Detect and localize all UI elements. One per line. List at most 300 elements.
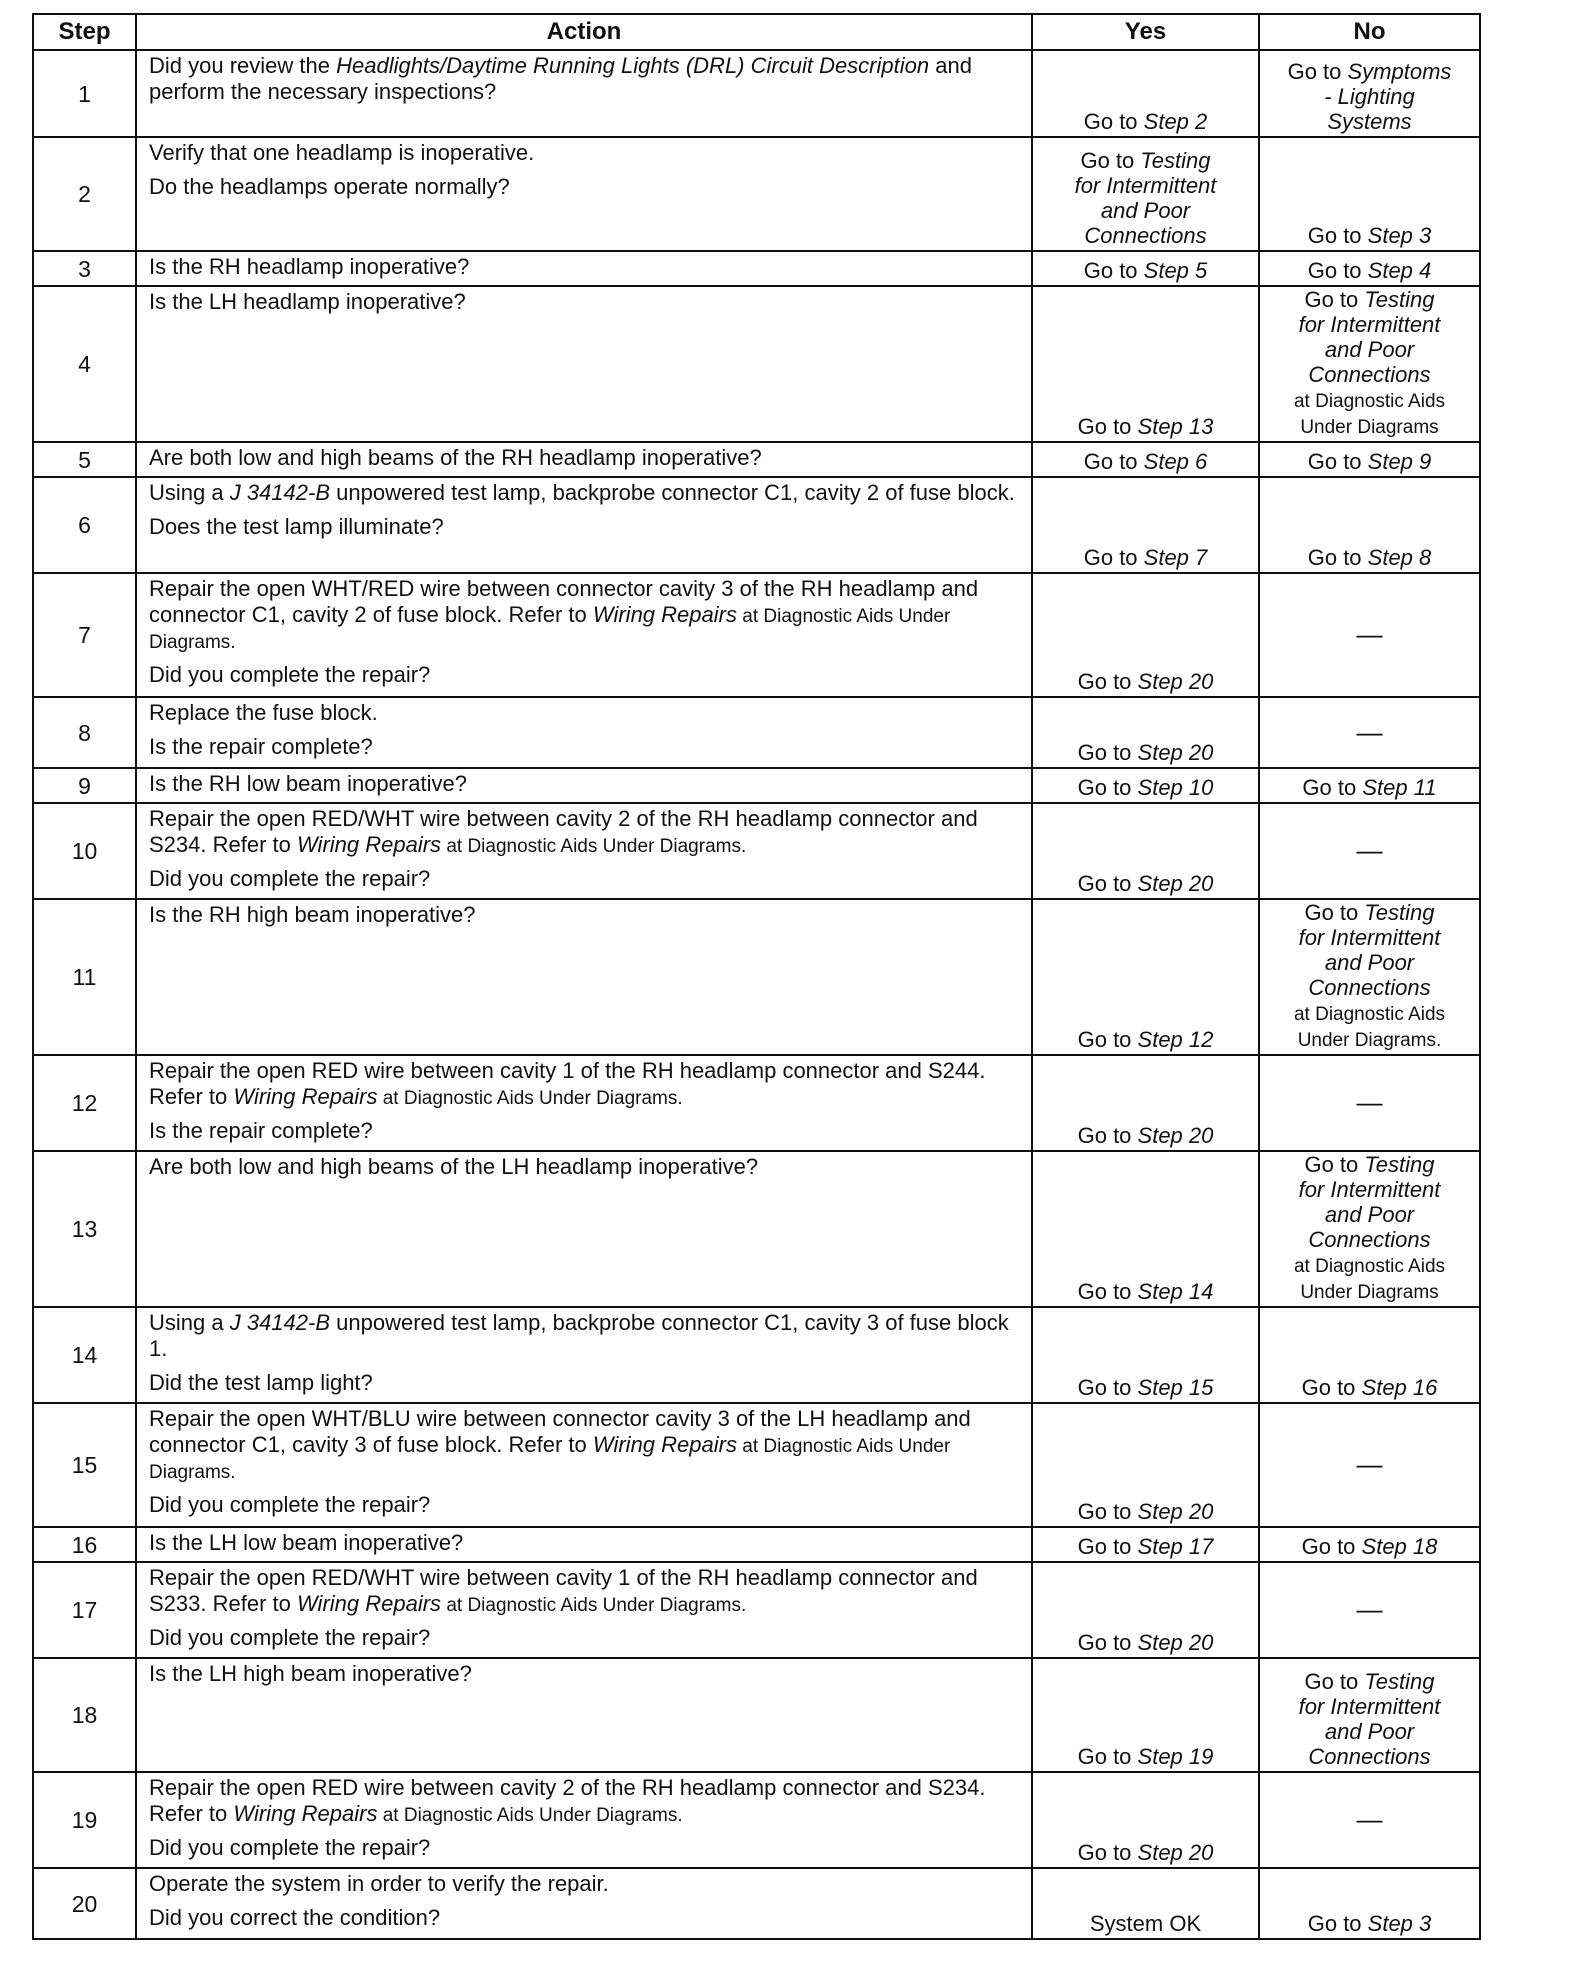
text-segment: Go to: [1307, 223, 1368, 248]
action-paragraph: [149, 1310, 1021, 1362]
yes-line: [1037, 1911, 1254, 1936]
text-segment: Repair the open RED/WHT wire between cavity 2 of the RH headlamp connector and S234. Refer to: [149, 806, 978, 857]
text-segment: Go to: [1301, 1375, 1362, 1400]
step-number: 16: [33, 1527, 136, 1562]
yes-cell: [1032, 899, 1259, 1055]
yes-line: [1037, 1630, 1254, 1655]
yes-cell: [1032, 1527, 1259, 1562]
reference-text: Step 20: [1137, 871, 1214, 896]
text-segment: Did you complete the repair?: [149, 1835, 431, 1860]
reference-text: Connections: [1084, 223, 1207, 248]
action-cell: [136, 1868, 1032, 1939]
text-segment: Did you correct the condition?: [149, 1905, 441, 1930]
no-cell: —: [1259, 1055, 1480, 1151]
text-segment: Is the RH headlamp inoperative?: [149, 254, 470, 279]
no-line: [1264, 900, 1475, 925]
action-paragraph: [149, 53, 1021, 105]
text-segment: unpowered test lamp, backprobe connector C1, cavity 3 of fuse block 1.: [149, 1310, 1009, 1361]
action-paragraph: [149, 1154, 1021, 1180]
reference-text: Step 19: [1137, 1744, 1214, 1769]
no-line: [1264, 1252, 1475, 1278]
action-cell: [136, 286, 1032, 442]
reference-text: Testing: [1364, 287, 1435, 312]
yes-cell: [1032, 1562, 1259, 1658]
no-line: [1264, 1694, 1475, 1719]
step-number: 19: [33, 1772, 136, 1868]
no-cell: [1259, 1658, 1480, 1772]
action-cell: [136, 1562, 1032, 1658]
step-row: [33, 697, 1480, 768]
action-cell: [136, 899, 1032, 1055]
no-cell: —: [1259, 1562, 1480, 1658]
text-segment: at Diagnostic Aids Under Diagrams.: [441, 1595, 747, 1616]
no-cell: [1259, 1307, 1480, 1403]
text-segment: Does the test lamp illuminate?: [149, 514, 444, 539]
yes-line: [1037, 1375, 1254, 1400]
reference-text: Connections: [1308, 975, 1431, 1000]
reference-text: Wiring Repairs: [233, 1084, 378, 1109]
reference-text: J 34142-B: [229, 480, 331, 505]
yes-line: [1037, 775, 1254, 800]
yes-cell: [1032, 803, 1259, 899]
text-segment: at Diagnostic Aids Under Diagrams.: [377, 1088, 683, 1109]
text-segment: at Diagnostic Aids: [1293, 1004, 1446, 1025]
text-segment: Go to: [1077, 669, 1138, 694]
action-cell: [136, 1658, 1032, 1772]
text-segment: Using a: [149, 1310, 230, 1335]
no-line: [1264, 1719, 1475, 1744]
yes-line: [1037, 449, 1254, 474]
text-segment: Are both low and high beams of the LH headlamp inoperative?: [149, 1154, 759, 1179]
reference-text: Testing: [1364, 1152, 1435, 1177]
reference-text: Wiring Repairs: [592, 602, 737, 627]
reference-text: Testing: [1364, 1669, 1435, 1694]
reference-text: Testing: [1364, 900, 1435, 925]
step-number: 20: [33, 1868, 136, 1939]
reference-text: Step 13: [1137, 414, 1214, 439]
step-row: [33, 50, 1480, 137]
action-paragraph: [149, 1565, 1021, 1617]
text-segment: Did the test lamp light?: [149, 1370, 373, 1395]
yes-line: [1037, 414, 1254, 439]
reference-text: Step 16: [1361, 1375, 1438, 1400]
yes-cell: [1032, 50, 1259, 137]
no-cell: [1259, 286, 1480, 442]
action-cell: [136, 1151, 1032, 1307]
no-line: [1264, 1177, 1475, 1202]
header-action: Action: [136, 14, 1032, 50]
no-cell: [1259, 442, 1480, 477]
text-segment: Are both low and high beams of the RH headlamp inoperative?: [149, 445, 762, 470]
text-segment: Go to: [1083, 449, 1144, 474]
yes-cell: [1032, 442, 1259, 477]
text-segment: Go to: [1307, 258, 1368, 283]
no-line: [1264, 258, 1475, 283]
no-line: [1264, 1911, 1475, 1936]
step-number: 13: [33, 1151, 136, 1307]
step-number: 2: [33, 137, 136, 251]
step-number: 18: [33, 1658, 136, 1772]
text-segment: Go to: [1077, 1279, 1138, 1304]
action-cell: [136, 803, 1032, 899]
reference-text: - Lighting: [1324, 84, 1415, 109]
reference-text: Step 20: [1137, 1499, 1214, 1524]
step-row: [33, 137, 1480, 251]
yes-line: [1037, 1027, 1254, 1052]
action-paragraph: [149, 866, 1021, 892]
yes-line: [1037, 223, 1254, 248]
text-segment: Did you complete the repair?: [149, 1492, 431, 1517]
text-segment: Using a: [149, 480, 230, 505]
step-row: [33, 1772, 1480, 1868]
reference-text: for Intermittent: [1074, 173, 1217, 198]
no-cell: [1259, 137, 1480, 251]
step-number: 15: [33, 1403, 136, 1527]
action-paragraph: [149, 806, 1021, 858]
action-cell: [136, 442, 1032, 477]
yes-line: [1037, 1534, 1254, 1559]
action-paragraph: [149, 289, 1021, 315]
no-line: [1264, 975, 1475, 1000]
no-line: [1264, 1202, 1475, 1227]
action-paragraph: [149, 1775, 1021, 1827]
reference-text: Step 10: [1137, 775, 1214, 800]
yes-line: [1037, 148, 1254, 173]
yes-line: [1037, 173, 1254, 198]
yes-cell: [1032, 1868, 1259, 1939]
action-paragraph: [149, 1530, 1021, 1556]
step-number: 9: [33, 768, 136, 803]
no-cell: [1259, 50, 1480, 137]
step-number: 11: [33, 899, 136, 1055]
text-segment: at Diagnostic Aids: [1293, 1256, 1446, 1277]
text-segment: Go to: [1077, 1375, 1138, 1400]
no-line: [1264, 1669, 1475, 1694]
action-paragraph: [149, 254, 1021, 280]
reference-text: and Poor: [1324, 337, 1415, 362]
no-line: [1264, 1375, 1475, 1400]
text-segment: Go to: [1077, 1123, 1138, 1148]
step-number: 7: [33, 573, 136, 697]
text-segment: Go to: [1307, 545, 1368, 570]
action-cell: [136, 251, 1032, 286]
action-cell: [136, 1527, 1032, 1562]
reference-text: Wiring Repairs: [296, 832, 442, 857]
reference-text: Systems: [1327, 109, 1412, 134]
text-segment: Go to: [1083, 545, 1144, 570]
reference-text: Testing: [1140, 148, 1211, 173]
reference-text: for Intermittent: [1298, 1177, 1441, 1202]
no-line: [1264, 387, 1475, 413]
header-row: [33, 14, 1480, 50]
step-row: [33, 1658, 1480, 1772]
action-paragraph: [149, 514, 1021, 540]
step-number: 3: [33, 251, 136, 286]
reference-text: Step 18: [1361, 1534, 1438, 1559]
reference-text: Connections: [1308, 1744, 1431, 1769]
reference-text: Wiring Repairs: [592, 1432, 737, 1457]
text-segment: Go to: [1077, 775, 1138, 800]
yes-cell: [1032, 477, 1259, 573]
no-line: [1264, 362, 1475, 387]
action-paragraph: [149, 1625, 1021, 1651]
step-row: [33, 803, 1480, 899]
reference-text: Step 14: [1137, 1279, 1214, 1304]
action-paragraph: [149, 1118, 1021, 1144]
text-segment: Is the RH high beam inoperative?: [149, 902, 476, 927]
text-segment: at Diagnostic Aids Under Diagrams.: [149, 1436, 951, 1483]
action-paragraph: [149, 902, 1021, 928]
no-cell: [1259, 1868, 1480, 1939]
no-cell: [1259, 477, 1480, 573]
text-segment: Did you review the: [149, 53, 337, 78]
action-paragraph: [149, 700, 1021, 726]
reference-text: Wiring Repairs: [296, 1591, 442, 1616]
no-cell: —: [1259, 1772, 1480, 1868]
header-step: Step: [33, 14, 136, 50]
step-row: [33, 1151, 1480, 1307]
no-line: [1264, 84, 1475, 109]
text-segment: unpowered test lamp, backprobe connector C1, cavity 2 of fuse block.: [330, 480, 1015, 505]
action-paragraph: [149, 662, 1021, 688]
no-line: [1264, 1278, 1475, 1304]
text-segment: Go to: [1077, 1630, 1138, 1655]
yes-cell: [1032, 768, 1259, 803]
text-segment: Is the LH high beam inoperative?: [149, 1661, 472, 1686]
step-number: 8: [33, 697, 136, 768]
yes-cell: [1032, 697, 1259, 768]
reference-text: Step 20: [1137, 1840, 1214, 1865]
text-segment: Go to: [1077, 1499, 1138, 1524]
reference-text: for Intermittent: [1298, 312, 1441, 337]
no-line: [1264, 1534, 1475, 1559]
no-cell: [1259, 899, 1480, 1055]
reference-text: Step 8: [1367, 545, 1432, 570]
yes-cell: [1032, 137, 1259, 251]
text-segment: Repair the open RED wire between cavity 2 of the RH headlamp connector and S234. Refer to: [149, 1775, 986, 1826]
action-paragraph: [149, 771, 1021, 797]
yes-cell: [1032, 251, 1259, 286]
step-number: 10: [33, 803, 136, 899]
action-paragraph: [149, 480, 1021, 506]
no-cell: [1259, 1151, 1480, 1307]
action-paragraph: [149, 445, 1021, 471]
reference-text: J 34142-B: [229, 1310, 331, 1335]
reference-text: and Poor: [1324, 1719, 1415, 1744]
yes-line: [1037, 1744, 1254, 1769]
action-cell: [136, 1055, 1032, 1151]
no-line: [1264, 1026, 1475, 1052]
no-line: [1264, 1152, 1475, 1177]
action-paragraph: [149, 576, 1021, 654]
yes-cell: [1032, 1055, 1259, 1151]
no-line: [1264, 287, 1475, 312]
no-cell: [1259, 251, 1480, 286]
yes-line: [1037, 1840, 1254, 1865]
action-paragraph: [149, 1661, 1021, 1687]
text-segment: Go to: [1077, 740, 1138, 765]
text-segment: Under Diagrams.: [1297, 1030, 1442, 1051]
yes-line: [1037, 545, 1254, 570]
text-segment: Go to: [1304, 1152, 1365, 1177]
no-cell: —: [1259, 1403, 1480, 1527]
action-cell: [136, 1403, 1032, 1527]
step-row: [33, 1868, 1480, 1939]
text-segment: Operate the system in order to verify the repair.: [149, 1871, 609, 1896]
reference-text: Step 20: [1137, 669, 1214, 694]
reference-text: and Poor: [1324, 950, 1415, 975]
step-number: 1: [33, 50, 136, 137]
header-yes: Yes: [1032, 14, 1259, 50]
step-row: [33, 1307, 1480, 1403]
reference-text: Step 6: [1143, 449, 1208, 474]
yes-line: [1037, 1499, 1254, 1524]
step-number: 12: [33, 1055, 136, 1151]
step-number: 5: [33, 442, 136, 477]
text-segment: Go to: [1287, 59, 1348, 84]
action-paragraph: [149, 1370, 1021, 1396]
step-row: [33, 1403, 1480, 1527]
no-line: [1264, 59, 1475, 84]
no-line: [1264, 449, 1475, 474]
yes-cell: [1032, 286, 1259, 442]
reference-text: Symptoms: [1347, 59, 1452, 84]
text-segment: and perform the necessary inspections?: [149, 53, 972, 104]
action-cell: [136, 697, 1032, 768]
text-segment: Replace the fuse block.: [149, 700, 378, 725]
reference-text: Step 2: [1143, 109, 1208, 134]
action-paragraph: [149, 140, 1021, 166]
action-paragraph: [149, 1492, 1021, 1518]
reference-text: Step 12: [1137, 1027, 1214, 1052]
action-cell: [136, 1307, 1032, 1403]
reference-text: Headlights/Daytime Running Lights (DRL) Circuit Description: [336, 53, 930, 78]
action-paragraph: [149, 1871, 1021, 1897]
yes-line: [1037, 669, 1254, 694]
step-row: [33, 899, 1480, 1055]
text-segment: Repair the open WHT/RED wire between connector cavity 3 of the RH headlamp and connector C1, cavity 2 of fuse block. Refer to: [149, 576, 979, 627]
no-line: [1264, 950, 1475, 975]
step-row: [33, 768, 1480, 803]
action-paragraph: [149, 1905, 1021, 1931]
reference-text: Step 17: [1137, 1534, 1214, 1559]
action-paragraph: [149, 1406, 1021, 1484]
action-cell: [136, 477, 1032, 573]
no-cell: [1259, 1527, 1480, 1562]
text-segment: Go to: [1301, 1534, 1362, 1559]
no-line: [1264, 545, 1475, 570]
no-cell: —: [1259, 803, 1480, 899]
text-segment: Go to: [1077, 1534, 1138, 1559]
step-number: 6: [33, 477, 136, 573]
text-segment: Go to: [1077, 871, 1138, 896]
text-segment: at Diagnostic Aids Under Diagrams.: [377, 1805, 683, 1826]
no-line: [1264, 1000, 1475, 1026]
text-segment: Go to: [1304, 1669, 1365, 1694]
reference-text: for Intermittent: [1298, 1694, 1441, 1719]
action-cell: [136, 768, 1032, 803]
no-cell: —: [1259, 573, 1480, 697]
reference-text: Step 3: [1367, 1911, 1432, 1936]
no-line: [1264, 109, 1475, 134]
text-segment: Go to: [1304, 900, 1365, 925]
text-segment: Go to: [1307, 1911, 1368, 1936]
reference-text: Wiring Repairs: [233, 1801, 378, 1826]
text-segment: at Diagnostic Aids Under Diagrams.: [441, 836, 747, 857]
text-segment: Go to: [1077, 1744, 1138, 1769]
step-row: [33, 1527, 1480, 1562]
text-segment: Is the repair complete?: [149, 1118, 373, 1143]
no-line: [1264, 775, 1475, 800]
text-segment: Under Diagrams: [1300, 417, 1439, 438]
text-segment: Go to: [1077, 414, 1138, 439]
reference-text: Step 20: [1137, 1123, 1214, 1148]
reference-text: Step 15: [1137, 1375, 1214, 1400]
text-segment: Is the repair complete?: [149, 734, 373, 759]
no-line: [1264, 337, 1475, 362]
no-line: [1264, 312, 1475, 337]
text-segment: Repair the open RED/WHT wire between cavity 1 of the RH headlamp connector and S233. Refer to: [149, 1565, 978, 1616]
text-segment: Go to: [1083, 109, 1144, 134]
step-row: [33, 442, 1480, 477]
step-row: [33, 251, 1480, 286]
reference-text: Step 5: [1143, 258, 1208, 283]
text-segment: at Diagnostic Aids: [1293, 391, 1446, 412]
action-cell: [136, 1772, 1032, 1868]
no-cell: [1259, 768, 1480, 803]
reference-text: for Intermittent: [1298, 925, 1441, 950]
reference-text: Step 7: [1143, 545, 1208, 570]
yes-cell: [1032, 573, 1259, 697]
header-no: No: [1259, 14, 1480, 50]
text-segment: Do the headlamps operate normally?: [149, 174, 510, 199]
step-number: 4: [33, 286, 136, 442]
reference-text: Step 20: [1137, 1630, 1214, 1655]
yes-line: [1037, 258, 1254, 283]
yes-line: [1037, 740, 1254, 765]
text-segment: Did you complete the repair?: [149, 866, 431, 891]
no-line: [1264, 925, 1475, 950]
text-segment: Did you complete the repair?: [149, 662, 431, 687]
reference-text: Connections: [1308, 1227, 1431, 1252]
action-paragraph: [149, 174, 1021, 200]
text-segment: Go to: [1307, 449, 1368, 474]
yes-cell: [1032, 1403, 1259, 1527]
text-segment: Verify that one headlamp is inoperative.: [149, 140, 535, 165]
no-cell: —: [1259, 697, 1480, 768]
step-row: [33, 1055, 1480, 1151]
step-number: 14: [33, 1307, 136, 1403]
reference-text: Step 11: [1362, 775, 1437, 800]
reference-text: Step 20: [1137, 740, 1214, 765]
yes-cell: [1032, 1151, 1259, 1307]
yes-cell: [1032, 1658, 1259, 1772]
action-cell: [136, 137, 1032, 251]
yes-line: [1037, 109, 1254, 134]
text-segment: Did you complete the repair?: [149, 1625, 431, 1650]
yes-line: [1037, 871, 1254, 896]
action-cell: [136, 573, 1032, 697]
text-segment: Is the LH low beam inoperative?: [149, 1530, 464, 1555]
text-segment: Go to: [1304, 287, 1365, 312]
action-paragraph: [149, 1058, 1021, 1110]
yes-cell: [1032, 1307, 1259, 1403]
action-paragraph: [149, 1835, 1021, 1861]
no-line: [1264, 1744, 1475, 1769]
yes-line: [1037, 1123, 1254, 1148]
action-cell: [136, 50, 1032, 137]
action-paragraph: [149, 734, 1021, 760]
